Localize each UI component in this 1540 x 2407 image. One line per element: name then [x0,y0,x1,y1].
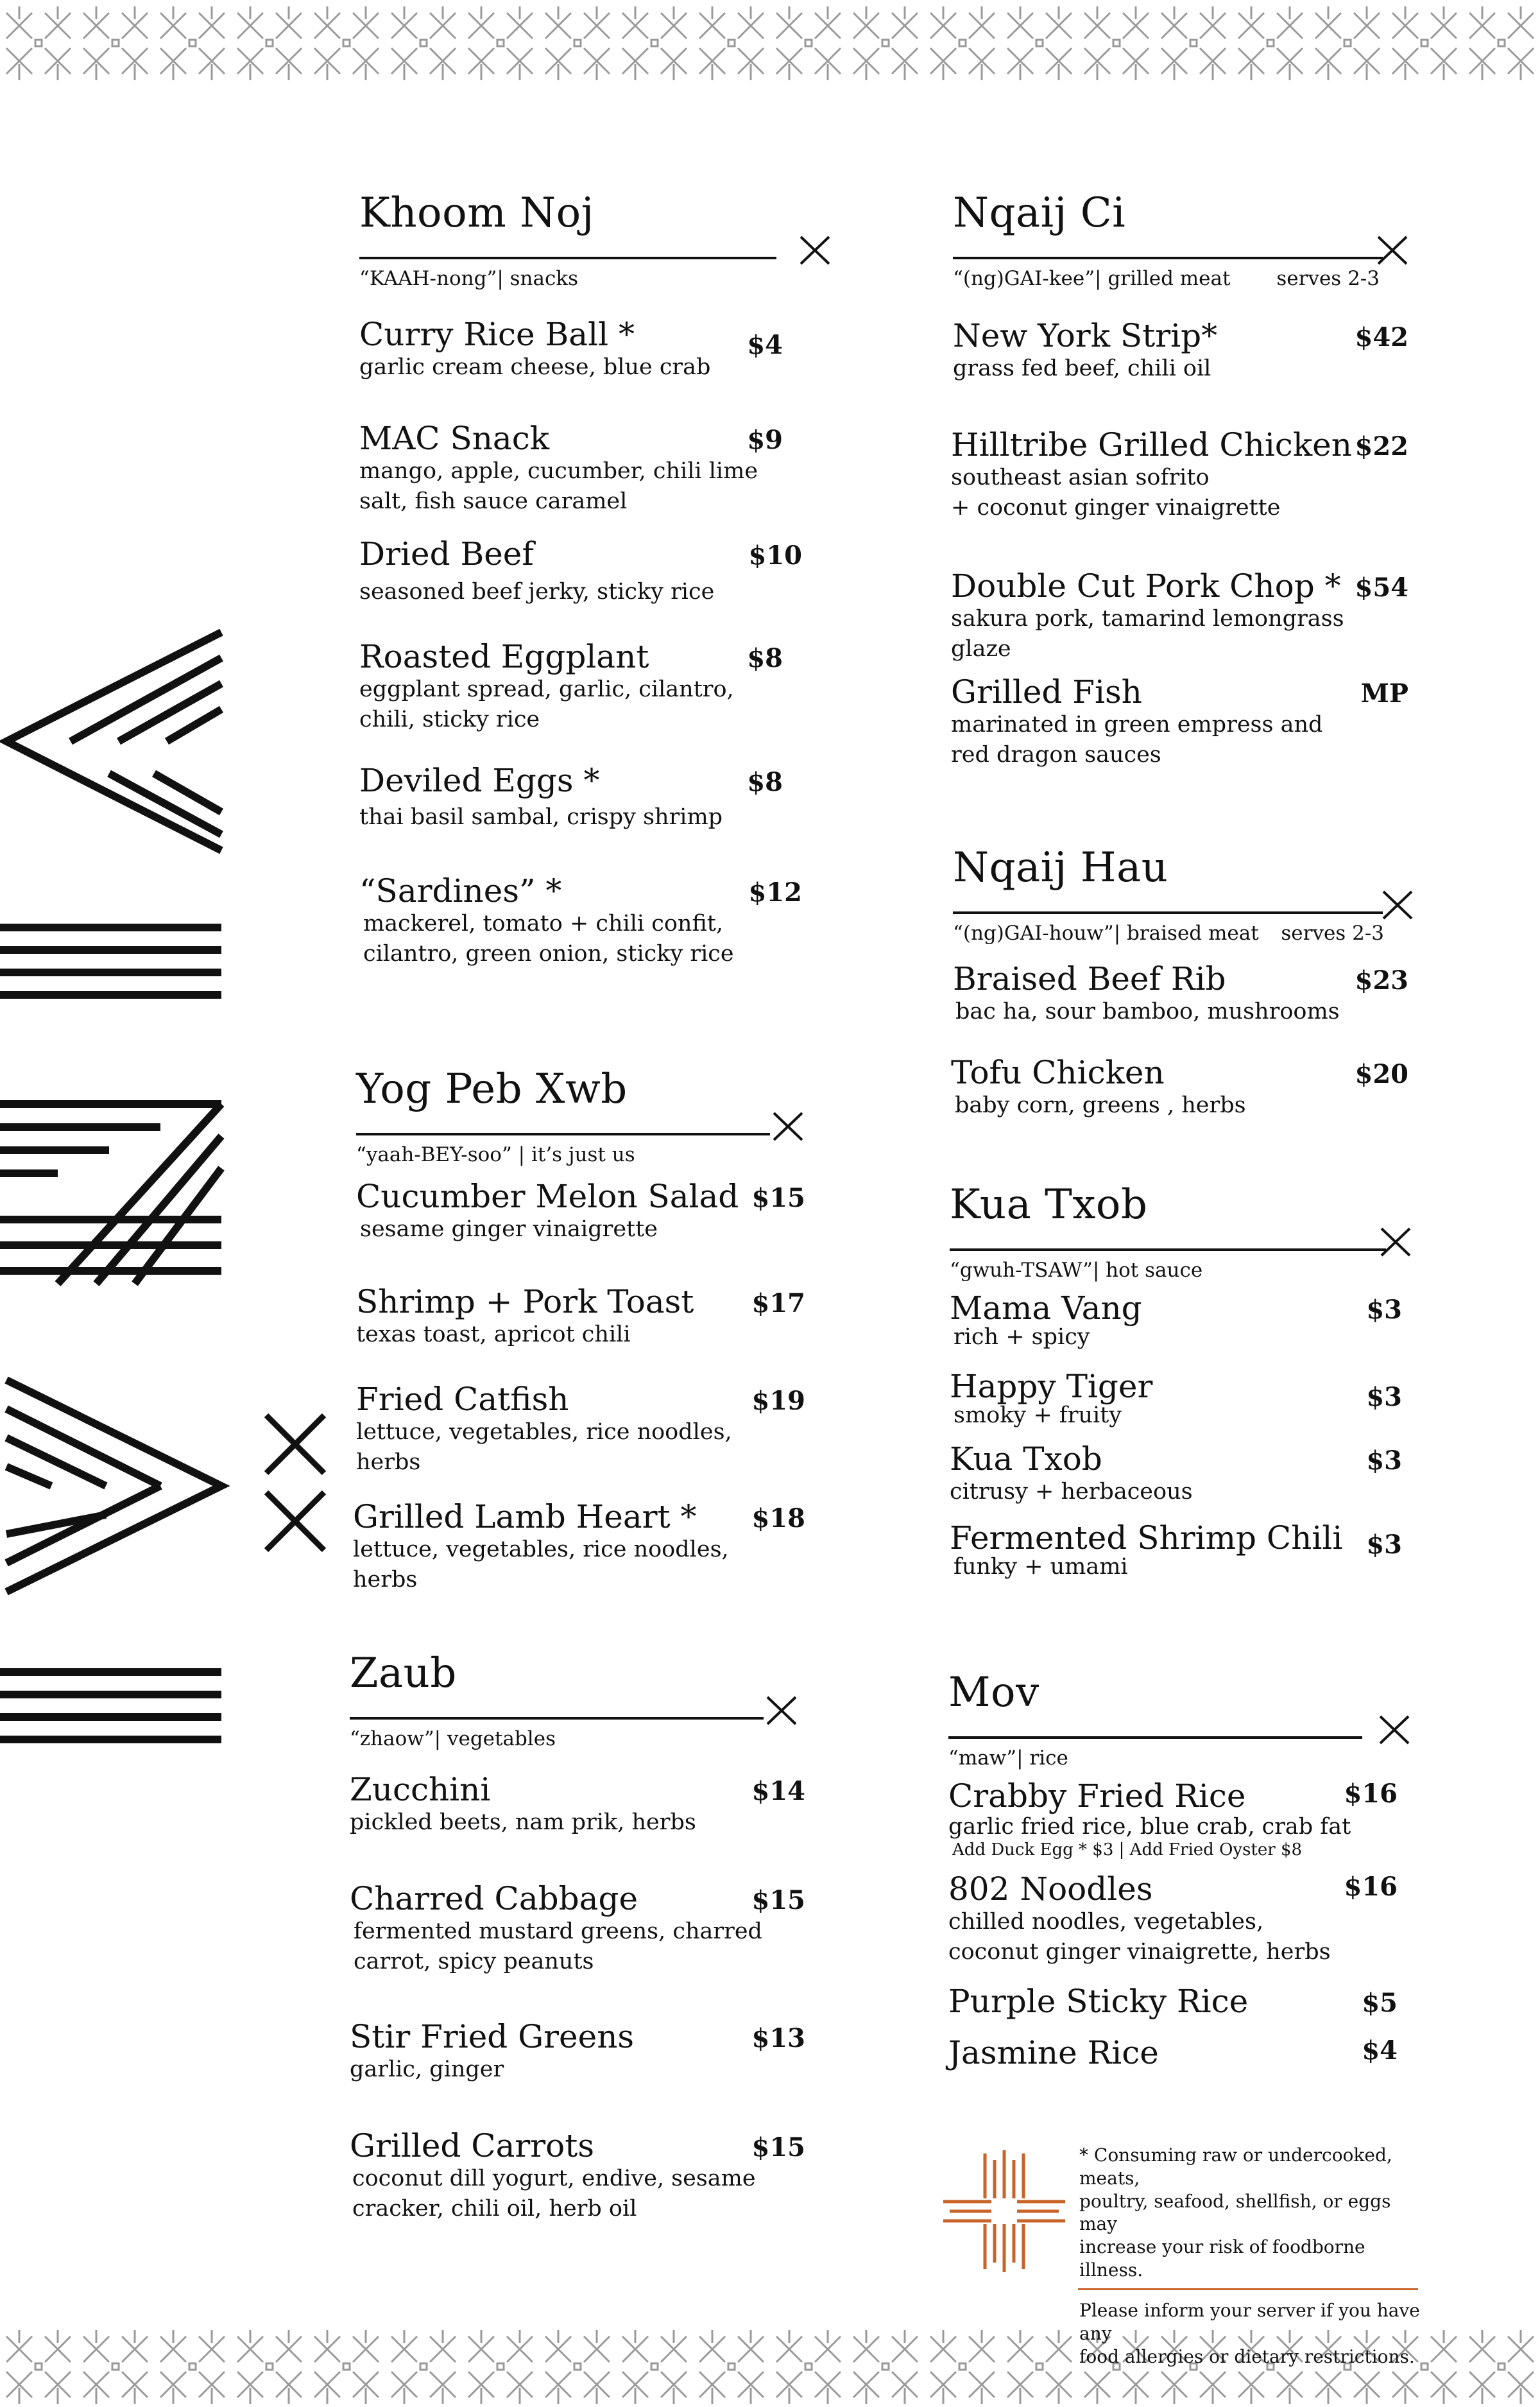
menu-item [951,569,1408,664]
item-desc: carrot, spicy peanuts [354,1948,594,1974]
item-price: $19 [751,1386,805,1416]
allergy-line: Please inform your server if you have any [1079,2299,1420,2344]
menu-item [356,1284,805,1350]
item-desc: baby corn, greens , herbs [955,1092,1246,1118]
top-pattern-band [0,0,1540,83]
item-name: Stir Fried Greens [350,2018,635,2055]
item-desc: coconut dill yogurt, endive, sesame [352,2166,756,2191]
geometric-chevron-stripes-icon [0,629,231,1759]
item-price: $54 [1355,573,1408,603]
items-list [953,947,1408,1140]
items-list [950,1284,1408,1605]
x-mark-icon [1376,234,1408,266]
item-name: Jasmine Rice [948,2034,1159,2071]
item-desc: garlic, ginger [350,2057,504,2082]
section-subtitle: “gwuh-TSAW”| hot sauce [950,1259,1203,1282]
item-desc: garlic cream cheese, blue crab [359,354,711,380]
double-x-mark-icon [263,1412,327,1553]
item-desc: marinated in green empress and [951,712,1323,738]
items-list [350,1753,805,2279]
item-name: Purple Sticky Rice [948,1983,1249,2020]
item-desc: cilantro, green onion, sticky rice [363,940,734,967]
item-desc: glaze [951,635,1011,662]
item-price: $16 [1344,1779,1398,1809]
item-price: $3 [1366,1445,1402,1476]
section-rule [359,234,809,266]
item-name: Braised Beef Rib [953,960,1226,997]
menu-item [359,537,802,607]
menu-item [950,1521,1402,1582]
item-name: Tofu Chicken [951,1054,1165,1091]
item-desc: sakura pork, tamarind lemongrass [951,606,1344,632]
item-desc: + coconut ginger vinaigrette [951,494,1281,521]
menu-item [948,1779,1398,1861]
section-title: Yog Peb Xwb [356,1065,628,1113]
items-list [948,1772,1410,2132]
section-kua-txob [950,1181,1408,1605]
x-mark-icon [772,1110,804,1142]
item-price: $12 [748,877,802,908]
item-name: Dried Beef [359,535,534,573]
item-price: $9 [747,425,783,455]
item-desc: fermented mustard greens, charred [354,1919,762,1944]
item-price: $13 [751,2023,805,2053]
menu-item [951,675,1408,770]
item-price: $15 [751,1183,805,1213]
item-price: $10 [748,540,802,571]
section-khoom-noj [359,189,809,999]
item-name: Double Cut Pork Chop * [951,567,1341,605]
item-desc: thai basil sambal, crispy shrimp [359,804,723,830]
item-desc: southeast asian sofrito [951,465,1210,490]
subtitle-text: “(ng)GAI-houw”| braised meat [953,922,1259,945]
item-desc: texas toast, apricot chili [356,1322,631,1347]
section-title: Mov [948,1669,1040,1716]
menu-item [950,1291,1402,1352]
section-title: Zaub [350,1650,457,1697]
x-mark-icon [799,234,831,266]
section-rule [948,1713,1410,1745]
item-desc: salt, fish sauce caramel [359,488,628,514]
item-name: Grilled Carrots [350,2127,595,2164]
item-price: $18 [751,1503,805,1533]
section-rule [350,1694,805,1726]
menu-item [356,1382,805,1477]
item-name: Grilled Fish [951,673,1142,711]
section-title: Khoom Noj [359,189,594,237]
menu-item [948,2035,1398,2071]
item-name: Cucumber Melon Salad [356,1178,739,1215]
item-desc: mango, apple, cucumber, chili lime [359,458,758,484]
items-list [953,293,1408,870]
item-desc: seasoned beef jerky, sticky rice [359,579,715,605]
section-yog-peb-xwb [353,1065,805,1682]
item-desc: cracker, chili oil, herb oil [352,2195,637,2222]
item-desc: chili, sticky rice [359,706,540,732]
menu-item [350,1772,805,1838]
section-nqaij-hau [951,844,1408,1140]
item-desc: pickled beets, nam prik, herbs [350,1809,696,1835]
section-subtitle [953,922,1384,947]
item-name: New York Strip* [953,317,1218,354]
item-name: Hilltribe Grilled Chicken [951,426,1352,463]
item-price: $8 [747,643,783,673]
item-price: $22 [1355,431,1408,462]
menu-item [951,427,1408,522]
serves-note: serves 2-3 [1276,267,1380,290]
menu-item [350,2019,805,2085]
items-list [353,1169,805,1682]
section-nqaij-ci [951,189,1408,870]
item-price: $8 [747,767,783,797]
menu-item [350,1881,805,1976]
section-subtitle: “yaah-BEY-soo” | it’s just us [356,1143,635,1166]
section-mov [948,1669,1410,2132]
x-mark-icon [1380,1225,1412,1257]
item-name: Mama Vang [950,1290,1142,1327]
item-name: MAC Snack [359,420,550,457]
item-price: $15 [751,1885,805,1915]
item-price: $3 [1366,1382,1402,1412]
item-price: $15 [751,2132,805,2162]
menu-item [356,1179,805,1245]
menu-item [948,1872,1398,1967]
section-title: Nqaij Hau [953,844,1168,892]
item-price: $4 [1362,2035,1398,2066]
menu-item [359,317,783,383]
item-desc: eggplant spread, garlic, cilantro, [359,677,734,702]
menu-item [951,1055,1408,1121]
menu-item [350,2128,805,2223]
section-rule [953,888,1408,920]
item-desc: mackerel, tomato + chili confit, [363,911,723,936]
x-mark-icon [1378,1713,1410,1745]
item-price: $3 [1366,1295,1402,1325]
menu-item [948,1984,1398,2019]
item-name: Charred Cabbage [350,1880,638,1917]
item-price: $42 [1355,322,1408,352]
menu-item [359,874,802,969]
section-title: Nqaij Ci [953,189,1126,237]
item-desc: rich + spicy [954,1324,1090,1350]
menu-item [953,962,1408,1027]
section-title: Kua Txob [950,1181,1148,1229]
x-mark-icon [766,1694,798,1726]
section-subtitle: “maw”| rice [948,1747,1068,1770]
item-price: $14 [751,1776,805,1806]
item-desc: smoky + fruity [954,1402,1122,1428]
item-price: MP [1360,678,1408,709]
menu-item [953,318,1408,384]
menu-item [353,1499,805,1594]
item-name: Zucchini [350,1771,491,1808]
section-rule [950,1225,1408,1257]
item-desc: coconut ginger vinaigrette, herbs [948,1938,1331,1965]
item-desc: herbs [353,1566,418,1592]
advisory-line: poultry, seafood, shellfish, or eggs may [1079,2190,1391,2235]
item-name: Deviled Eggs * [359,762,600,799]
item-price: $3 [1366,1530,1402,1560]
item-desc: bac ha, sour bamboo, mushrooms [955,999,1340,1024]
section-rule [356,1110,805,1142]
item-desc: garlic fried rice, blue crab, crab fat [948,1814,1351,1840]
item-name: “Sardines” * [359,872,562,910]
menu-item [950,1442,1402,1507]
x-mark-icon [1382,888,1414,920]
section-subtitle: “KAAH-nong”| snacks [359,267,579,290]
item-name: Fried Catfish [356,1381,569,1418]
footnote-divider [1078,2288,1418,2290]
section-rule [953,234,1408,266]
item-name: Grilled Lamb Heart * [353,1498,697,1535]
item-price: $23 [1355,965,1408,996]
item-name: Happy Tiger [950,1368,1153,1405]
menu-item [359,639,783,734]
menu-item [950,1369,1402,1431]
item-desc: lettuce, vegetables, rice noodles, [353,1537,729,1562]
menu-item [359,421,783,516]
advisory-line: increase your risk of foodborne illness. [1079,2236,1365,2281]
item-desc: chilled noodles, vegetables, [948,1909,1264,1935]
items-list [359,293,809,999]
item-addon: Add Duck Egg * $3 | Add Fried Oyster $8 [952,1840,1303,1860]
section-zaub [350,1650,805,2279]
item-name: Kua Txob [950,1440,1102,1478]
subtitle-text: “(ng)GAI-kee”| grilled meat [953,267,1231,290]
section-subtitle: “zhaow”| vegetables [350,1727,556,1750]
item-name: Shrimp + Pork Toast [356,1283,694,1320]
item-desc: grass fed beef, chili oil [953,356,1211,381]
allergy-line: food allergies or dietary restrictions. [1079,2345,1415,2367]
item-price: $5 [1362,1988,1398,2018]
item-name: 802 Noodles [948,1870,1153,1908]
item-price: $4 [747,330,783,360]
item-desc: funky + umami [954,1554,1128,1580]
item-desc: red dragon sauces [951,741,1161,768]
advisory-line: * Consuming raw or undercooked, meats, [1079,2144,1392,2189]
item-desc: citrusy + herbaceous [950,1479,1193,1505]
item-desc: sesame ginger vinaigrette [360,1216,658,1242]
menu-item [359,763,783,833]
item-desc: herbs [356,1449,421,1475]
item-name: Curry Rice Ball * [359,316,635,353]
section-subtitle [953,267,1380,293]
serves-note: serves 2-3 [1281,922,1384,945]
item-name: Crabby Fried Rice [948,1777,1246,1815]
item-desc: lettuce, vegetables, rice noodles, [356,1419,732,1445]
item-name: Roasted Eggplant [359,638,649,675]
footnote [943,2144,1425,2368]
item-price: $17 [751,1288,805,1318]
item-name: Fermented Shrimp Chili [950,1519,1343,1557]
item-price: $20 [1355,1059,1408,1089]
item-price: $16 [1344,1872,1398,1902]
